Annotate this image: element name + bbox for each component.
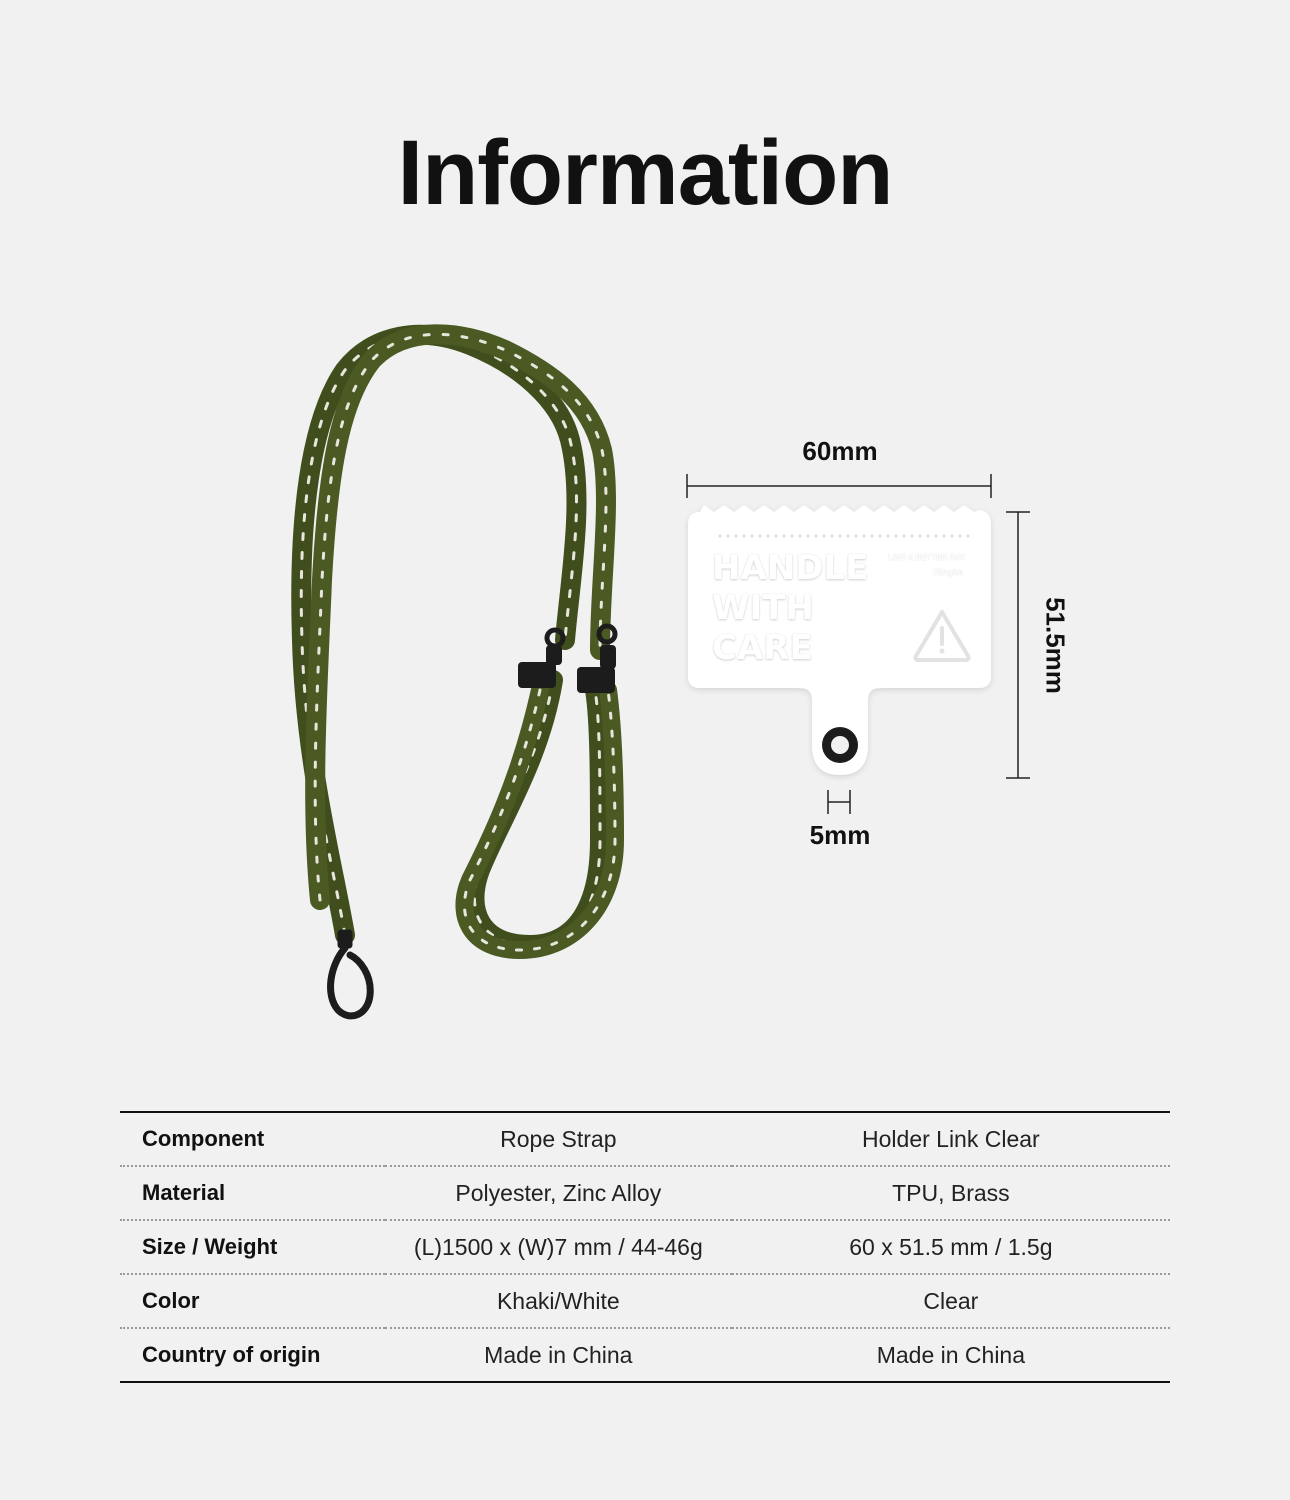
card-text-line: WITH	[712, 588, 814, 628]
page-title: Information	[397, 122, 893, 224]
card-brand: Ringke	[933, 567, 964, 577]
table-row	[120, 1166, 1170, 1220]
spec-key: Size / Weight	[120, 1220, 385, 1274]
spec-key: Component	[120, 1112, 385, 1166]
table-row	[120, 1112, 1170, 1166]
spec-value: Made in China	[484, 1341, 633, 1368]
dimension-width-label: 60mm	[802, 436, 878, 466]
dimension-ring-label: 5mm	[809, 820, 871, 850]
spec-value: Khaki/White	[385, 1274, 732, 1328]
spec-value: TPU, Brass	[732, 1166, 1170, 1220]
table-row	[120, 1328, 1170, 1382]
spec-value: (L)1500 x (W)7 mm / 44-46g	[385, 1220, 732, 1274]
spec-value: Rope Strap	[385, 1112, 732, 1166]
card-text	[712, 548, 868, 668]
spec-key: Color	[120, 1274, 385, 1328]
spec-value: Made in China	[876, 1341, 1026, 1368]
dimension-height-label: 51.5mm	[1040, 597, 1071, 694]
table-row	[120, 1274, 1170, 1328]
table-row	[120, 1220, 1170, 1274]
spec-value: Polyester, Zinc Alloy	[385, 1166, 732, 1220]
card-tagline: LIVE A BETTER DAY	[888, 553, 966, 562]
spec-value: 60 x 51.5 mm / 1.5g	[732, 1220, 1170, 1274]
spec-table	[120, 1111, 1170, 1383]
spec-key: Country of origin	[142, 1342, 321, 1367]
spec-value: Clear	[732, 1274, 1170, 1328]
snap-hook-icon	[331, 930, 371, 1016]
rope-strap	[301, 334, 615, 950]
card-text-line: CARE	[712, 628, 813, 668]
card-text-line: HANDLE	[712, 548, 869, 588]
spec-value: Holder Link Clear	[732, 1112, 1170, 1166]
spec-key: Material	[120, 1166, 385, 1220]
